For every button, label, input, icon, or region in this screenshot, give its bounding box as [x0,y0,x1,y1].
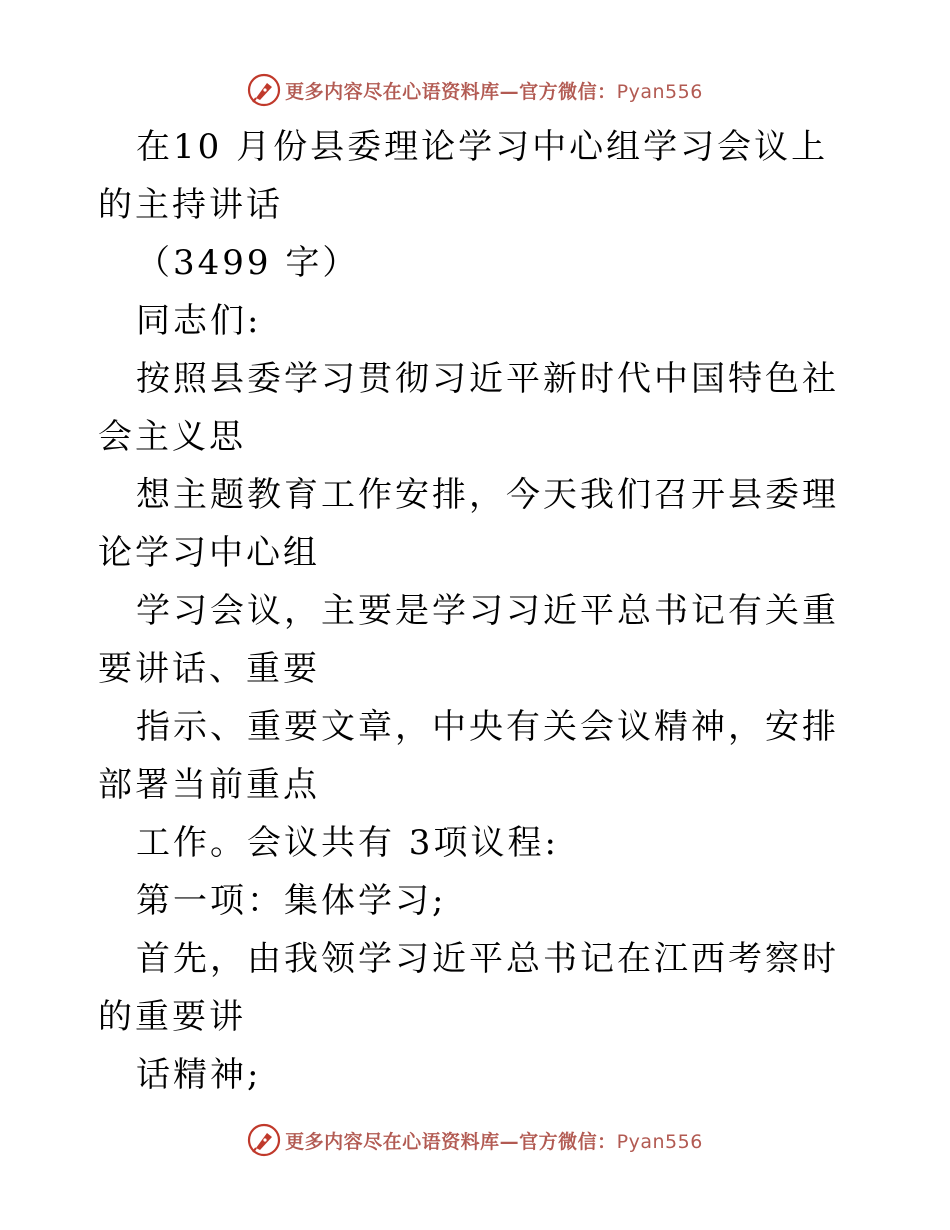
pen-nib-logo-icon [247,1123,281,1157]
paragraph-line: 按照县委学习贯彻习近平新时代中国特色社会主义思 [98,359,839,457]
watermark-footer [0,1120,950,1160]
pen-nib-logo-icon [247,73,281,107]
paragraph-line: 指示、重要文章，中央有关会议精神，安排部署当前重点 [98,707,839,805]
paragraph-line: 首先，由我领学习近平总书记在江西考察时的重要讲 [98,939,839,1037]
paragraph-line: 话精神; [136,1055,262,1095]
paragraph-line: 第一项：集体学习; [136,881,447,921]
paragraph-line: 同志们: [136,301,262,341]
document-body [98,118,858,1104]
watermark-text: 更多内容尽在心语资料库—官方微信：Pyan556 [285,80,703,103]
document-word-count: （3499 字） [136,243,360,283]
watermark-text: 更多内容尽在心语资料库—官方微信：Pyan556 [285,1130,703,1153]
watermark-header [0,70,950,110]
document-title: 在10 月份县委理论学习中心组学习会议上的主持讲话 [98,127,829,225]
paragraph-line: 学习会议，主要是学习习近平总书记有关重要讲话、重要 [98,591,839,689]
paragraph-line: 工作。会议共有 3项议程: [136,823,559,863]
paragraph-line: 想主题教育工作安排，今天我们召开县委理论学习中心组 [98,475,839,573]
